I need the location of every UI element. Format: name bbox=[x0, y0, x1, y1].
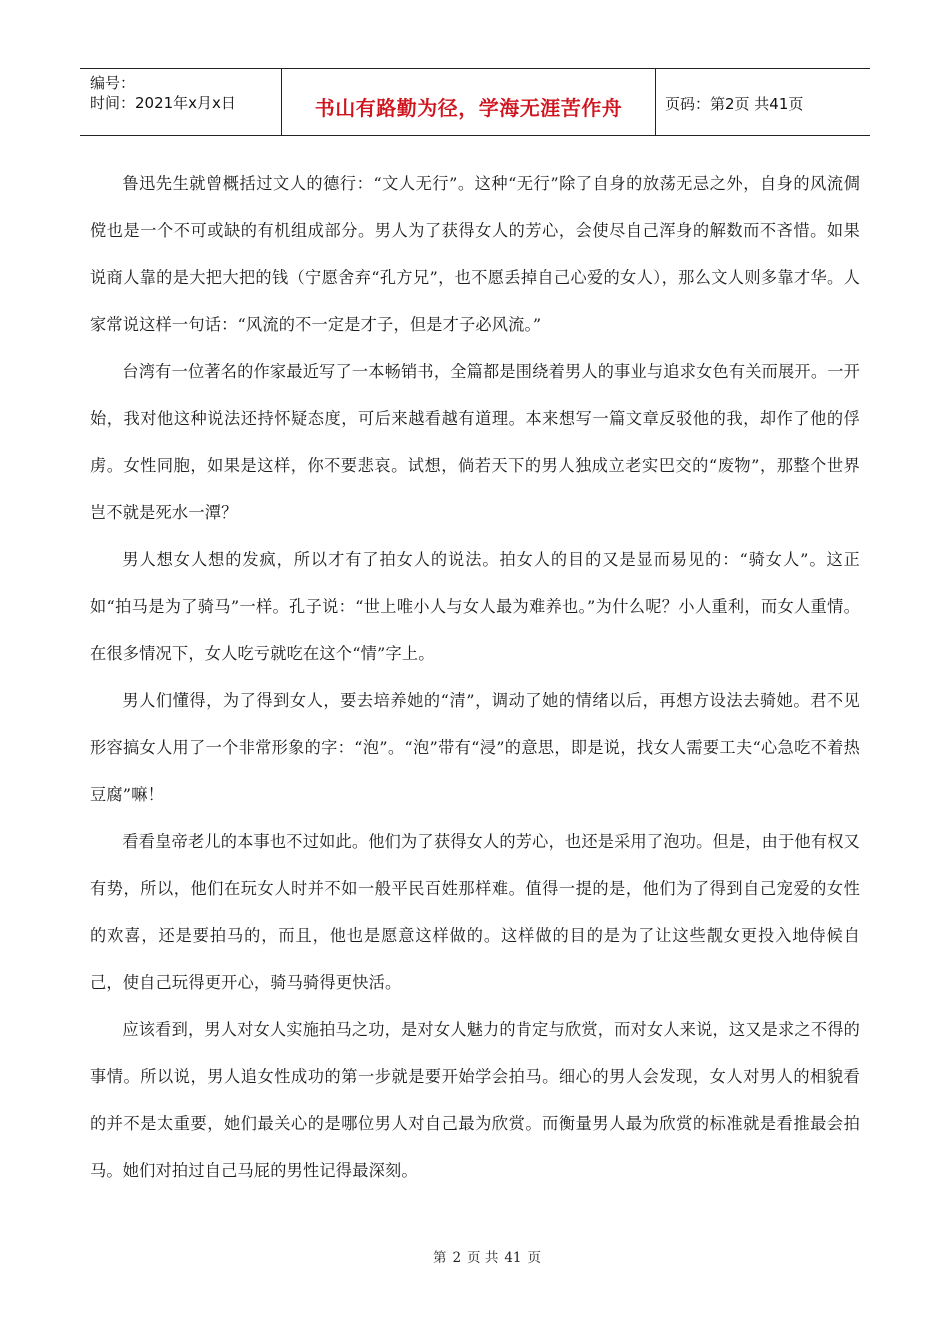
paragraph: 应该看到，男人对女人实施拍马之功，是对女人魅力的肯定与欣赏，而对女人来说，这又是求之不得的事情。所以说，男人追女性成功的第一步就是要开始学会拍马。细心的男人会发现，女人对男人的相貌看的并不是太重要，她们最关心的是哪位男人对自己最为欣赏。而衡量男人最为欣赏的标准就是看推最会拍马。她们对拍过自己马屁的男性记得最深刻。 bbox=[90, 1020, 860, 1180]
number-label: 编号： bbox=[90, 74, 136, 92]
footer-total-pages: 41 bbox=[504, 1250, 522, 1266]
time-label: 时间：2021年x月x日 bbox=[90, 94, 236, 112]
header-page-code-cell bbox=[656, 69, 870, 135]
footer-suffix: 页 bbox=[527, 1250, 542, 1266]
page-footer bbox=[0, 1246, 950, 1266]
footer-page-number: 2 bbox=[452, 1250, 462, 1266]
motto: 书山有路勤为径，学海无涯苦作舟 bbox=[314, 95, 623, 120]
paragraph: 男人们懂得，为了得到女人，要去培养她的“清”，调动了她的情绪以后，再想方设法去骑她。君不见形容搞女人用了一个非常形象的字：“泡”。“泡”带有“浸”的意思，即是说，找女人需要工夫“心急吃不着热豆腐”嘛！ bbox=[90, 691, 860, 804]
body-text bbox=[90, 160, 860, 1194]
footer-mid: 页 共 bbox=[467, 1250, 499, 1266]
page-code: 页码：第2页 共41页 bbox=[665, 94, 804, 113]
footer-prefix: 第 bbox=[432, 1250, 447, 1266]
paragraph: 看看皇帝老儿的本事也不过如此。他们为了获得女人的芳心，也还是采用了泡功。但是，由于他有权又有势，所以，他们在玩女人时并不如一般平民百姓那样难。值得一提的是，他们为了得到自己宠爱的女性的欢喜，还是要拍马的，而且，他也是愿意这样做的。这样做的目的是为了让这些靓女更投入地侍候自己，使自己玩得更开心，骑马骑得更快活。 bbox=[90, 832, 860, 992]
paragraph: 台湾有一位著名的作家最近写了一本畅销书，全篇都是围绕着男人的事业与追求女色有关而展开。一开始，我对他这种说法还持怀疑态度，可后来越看越有道理。本来想写一篇文章反驳他的我，却作了他的俘虏。女性同胞，如果是这样，你不要悲哀。试想，倘若天下的男人独成立老实巴交的“废物”，那整个世界岂不就是死水一潭？ bbox=[90, 362, 860, 522]
paragraph: 鲁迅先生就曾概括过文人的德行：“文人无行”。这种“无行”除了自身的放荡无忌之外，自身的风流倜傥也是一个不可或缺的有机组成部分。男人为了获得女人的芳心，会使尽自己浑身的解数而不吝惜。如果说商人靠的是大把大把的钱（宁愿舍弃“孔方兄”，也不愿丢掉自己心爱的女人），那么文人则多靠才华。人家常说这样一句话：“风流的不一定是才子，但是才子必风流。” bbox=[90, 174, 860, 334]
paragraph: 男人想女人想的发疯，所以才有了拍女人的说法。拍女人的目的又是显而易见的：“骑女人”。这正如“拍马是为了骑马”一样。孔子说：“世上唯小人与女人最为难养也。”为什么呢？小人重利，而女人重情。在很多情况下，女人吃亏就吃在这个“情”字上。 bbox=[90, 550, 860, 663]
header-motto-cell bbox=[282, 69, 656, 135]
header-meta bbox=[80, 69, 282, 135]
document-header bbox=[80, 68, 870, 136]
